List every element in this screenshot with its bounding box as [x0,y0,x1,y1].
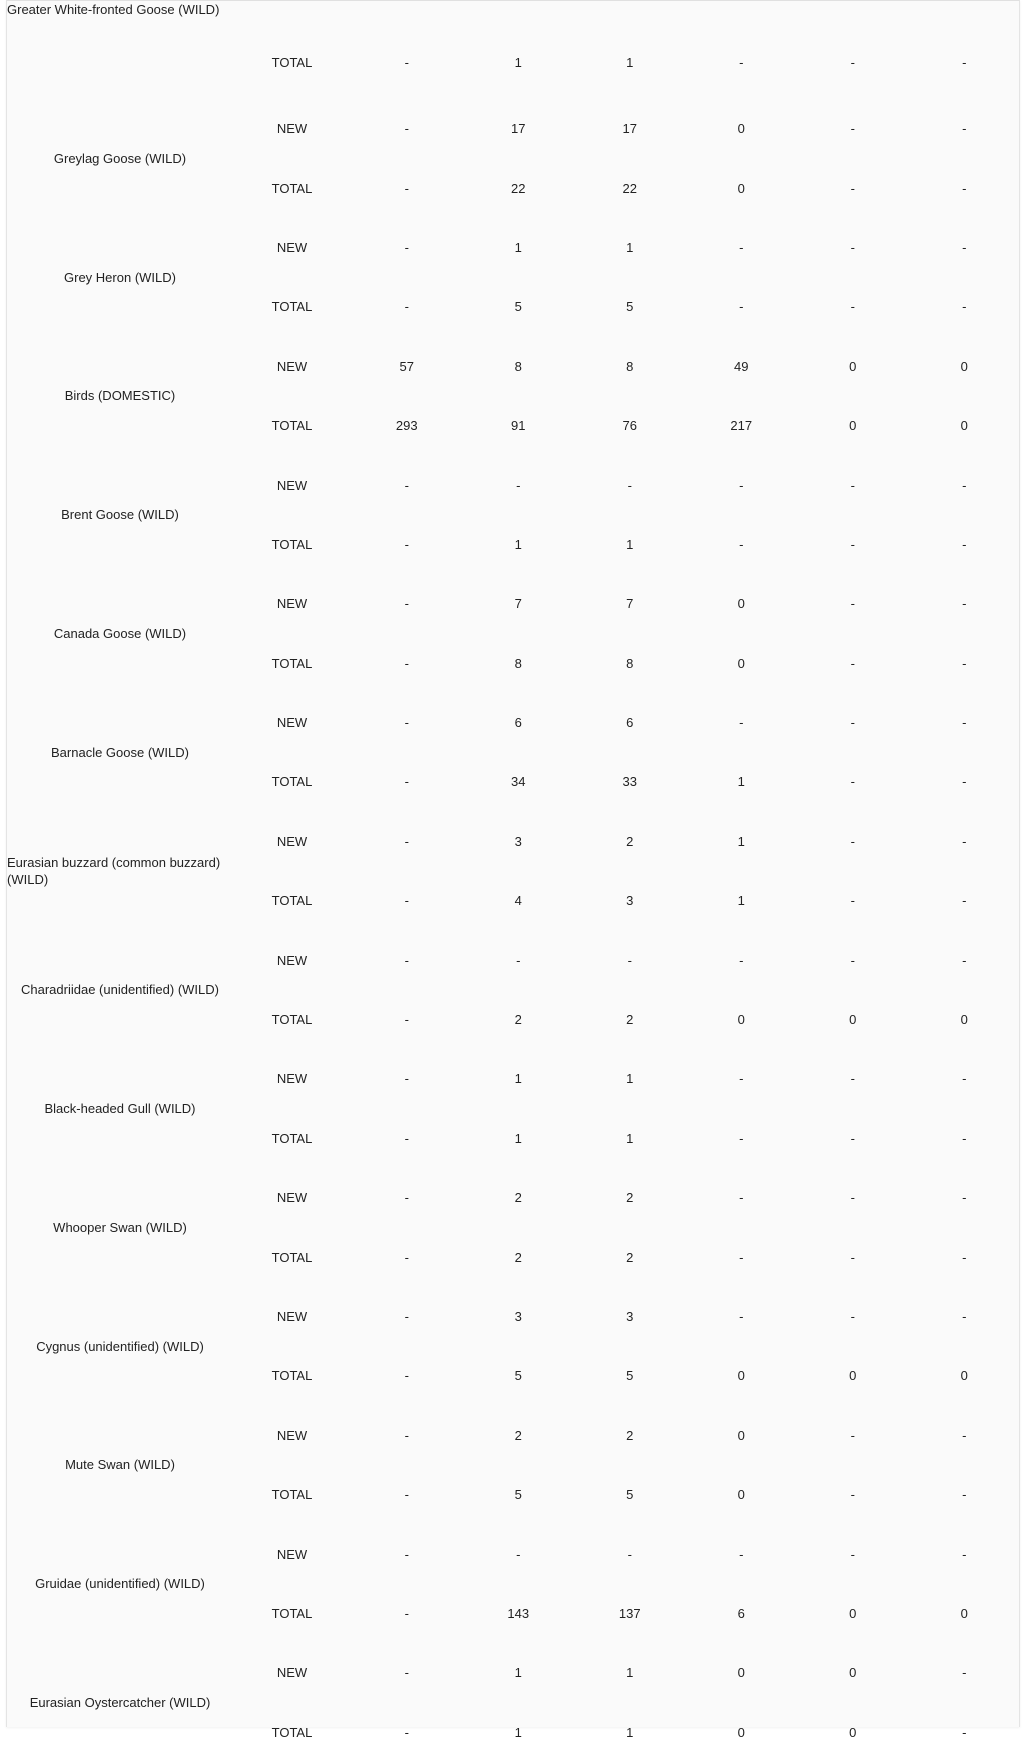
total-value-cell: - [850,54,855,70]
new-value-cell: - [962,1546,967,1562]
new-value-cell: - [627,1546,632,1562]
new-value-cell: - [962,1190,967,1206]
new-value-cell: 17 [622,121,637,137]
new-value-cell: - [404,1309,409,1324]
total-value-cell: - [850,299,855,315]
new-value-cell: 1 [626,239,634,255]
total-value-cell: 4 [514,893,522,909]
total-value-cell: 3 [626,893,634,909]
new-value-cell: - [404,1546,409,1562]
new-value-cell: 0 [737,1427,745,1443]
total-value-cell: 1 [514,1130,522,1146]
new-value-cell: 8 [626,358,634,374]
row-type-total: TOTAL [271,1487,313,1503]
new-value-cell: - [404,952,409,968]
row-type-total: TOTAL [271,180,313,196]
species-name: Eurasian buzzard (common buzzard) (WILD) [7,855,221,888]
total-value-cell: - [962,655,967,671]
species-name: Grey Heron (WILD) [64,269,176,285]
total-value-cell: 0 [960,1605,968,1621]
row-type-total: TOTAL [271,1130,313,1146]
total-value-cell: 5 [514,299,522,315]
total-value-cell: - [850,180,855,196]
total-value-cell: 0 [849,1724,857,1740]
total-value-cell: 1 [626,1130,634,1146]
row-type-total: TOTAL [271,418,313,434]
row-type-new: NEW [276,1309,308,1324]
total-value-cell: - [404,1249,409,1265]
total-value-cell: - [404,1368,409,1384]
total-value-cell: - [850,774,855,790]
new-value-cell: 3 [626,1309,634,1324]
new-value-cell: - [850,596,855,612]
table-row-new [7,99,1020,158]
new-value-cell: 1 [626,1665,634,1681]
row-type-new: NEW [276,1190,308,1206]
total-value-cell: 0 [849,1605,857,1621]
total-value-cell: 6 [737,1605,745,1621]
row-type-total: TOTAL [271,893,313,909]
row-type-total: TOTAL [271,1012,313,1028]
total-value-cell: 1 [626,1724,634,1740]
total-value-cell: - [739,1249,744,1265]
new-value-cell: - [404,239,409,255]
total-value-cell: 2 [514,1249,522,1265]
species-name: Gruidae (unidentified) (WILD) [35,1576,205,1592]
new-value-cell: 2 [626,1190,634,1206]
new-value-cell: - [516,477,521,493]
table-row-new [7,574,1020,633]
total-value-cell: - [850,1249,855,1265]
total-value-cell: 0 [960,1368,968,1384]
total-value-cell: 0 [849,1012,857,1028]
total-value-cell: - [850,536,855,552]
total-value-cell: - [962,1487,967,1503]
new-value-cell: 3 [514,1309,522,1324]
total-value-cell: 5 [626,1487,634,1503]
total-value-cell: - [962,536,967,552]
species-name: Charadriidae (unidentified) (WILD) [21,982,219,998]
total-value-cell: 0 [960,1012,968,1028]
row-type-total: TOTAL [271,1249,313,1265]
row-type-new: NEW [276,833,308,849]
total-value-cell: 76 [622,418,637,434]
total-value-cell: - [962,1249,967,1265]
row-type-new: NEW [276,1546,308,1562]
new-value-cell: - [850,239,855,255]
table-row-new [7,1049,1020,1108]
new-value-cell: 2 [514,1190,522,1206]
new-value-cell: - [962,833,967,849]
table-row-new [7,1643,1020,1702]
total-value-cell: - [850,1487,855,1503]
new-value-cell: - [962,952,967,968]
new-value-cell: 1 [514,1665,522,1681]
row-type-total: TOTAL [271,54,313,70]
new-value-cell: - [739,1190,744,1206]
row-type-new: NEW [276,477,308,493]
total-value-cell: - [404,536,409,552]
new-value-cell: - [404,121,409,137]
new-value-cell: - [404,477,409,493]
new-value-cell: - [850,833,855,849]
outbreak-species-table [7,0,1020,1762]
total-value-cell: 1 [514,536,522,552]
total-value-cell: 0 [737,655,745,671]
new-value-cell: - [850,952,855,968]
new-value-cell: - [962,477,967,493]
new-value-cell: 0 [737,596,745,612]
total-value-cell: - [404,1605,409,1621]
new-value-cell: - [850,715,855,731]
row-type-new: NEW [276,952,308,968]
new-value-cell: - [627,477,632,493]
total-value-cell: 293 [395,418,418,434]
new-value-cell: 6 [514,715,522,731]
new-value-cell: 2 [514,1427,522,1443]
total-value-cell: 8 [626,655,634,671]
table-row-new [7,1287,1020,1346]
new-value-cell: - [962,239,967,255]
total-value-cell: 33 [622,774,637,790]
new-value-cell: - [739,1071,744,1087]
new-value-cell: - [404,833,409,849]
new-value-cell: 7 [626,596,634,612]
table-row-new [7,337,1020,396]
new-value-cell: 7 [514,596,522,612]
total-value-cell: 22 [622,180,637,196]
new-value-cell: - [850,1546,855,1562]
new-value-cell: - [850,1190,855,1206]
total-value-cell: 217 [730,418,753,434]
new-value-cell: - [739,1309,744,1324]
new-value-cell: - [404,1071,409,1087]
row-type-new: NEW [276,1665,308,1681]
new-value-cell: - [850,1309,855,1324]
species-name: Mute Swan (WILD) [65,1457,175,1473]
new-value-cell: 3 [514,833,522,849]
total-value-cell: 1 [737,893,745,909]
new-value-cell: - [516,952,521,968]
new-value-cell: - [962,1309,967,1324]
table-row-new [7,812,1020,871]
new-value-cell: 2 [626,1427,634,1443]
row-type-total: TOTAL [271,299,313,315]
species-name: Greater White-fronted Goose (WILD) [7,2,220,17]
table-row-new [7,1406,1020,1465]
total-value-cell: - [962,1130,967,1146]
table-row-new [7,1524,1020,1583]
total-value-cell: 1 [737,774,745,790]
row-type-total: TOTAL [271,774,313,790]
species-name: Black-headed Gull (WILD) [44,1101,196,1117]
row-type-new: NEW [276,239,308,255]
new-value-cell: - [516,1546,521,1562]
species-name: Brent Goose (WILD) [61,507,179,523]
total-value-cell: 0 [737,1368,745,1384]
total-value-cell: 22 [511,180,526,196]
total-value-cell: 34 [511,774,526,790]
total-value-cell: 1 [626,54,634,70]
new-value-cell: 17 [511,121,526,137]
new-value-cell: 6 [626,715,634,731]
species-name: Cygnus (unidentified) (WILD) [36,1338,204,1354]
new-value-cell: - [962,596,967,612]
total-value-cell: - [404,299,409,315]
row-type-total: TOTAL [271,536,313,552]
total-value-cell: 2 [626,1249,634,1265]
row-type-total: TOTAL [271,1724,313,1740]
total-value-cell: - [850,1130,855,1146]
new-value-cell: - [850,1071,855,1087]
species-name: Birds (DOMESTIC) [64,388,176,404]
new-value-cell: 0 [737,121,745,137]
new-value-cell: 1 [514,239,522,255]
new-value-cell: 1 [626,1071,634,1087]
total-value-cell: - [962,180,967,196]
new-value-cell: 2 [626,833,634,849]
new-value-cell: - [962,121,967,137]
new-value-cell: - [404,596,409,612]
new-value-cell: 0 [960,358,968,374]
total-value-cell: - [739,54,744,70]
new-value-cell: - [739,239,744,255]
new-value-cell: - [739,1546,744,1562]
species-name: Whooper Swan (WILD) [53,1219,187,1235]
new-value-cell: - [404,715,409,731]
total-value-cell: - [962,299,967,315]
total-value-cell: - [404,1724,409,1740]
total-value-cell: 1 [626,536,634,552]
total-value-cell: 0 [960,418,968,434]
total-value-cell: 0 [849,418,857,434]
total-value-cell: 137 [618,1605,641,1621]
table-row-new [7,930,1020,989]
row-type-new: NEW [276,596,308,612]
total-value-cell: 5 [626,1368,634,1384]
total-value-cell: 0 [737,1012,745,1028]
total-value-cell: 1 [514,1724,522,1740]
total-value-cell: 143 [507,1605,530,1621]
row-type-new: NEW [276,1427,308,1443]
total-value-cell: 91 [511,418,526,434]
new-value-cell: - [404,1665,409,1681]
total-value-cell: - [962,1724,967,1740]
total-value-cell: 0 [737,1724,745,1740]
new-value-cell: 0 [737,1665,745,1681]
new-value-cell: 1 [737,833,745,849]
total-value-cell: - [850,893,855,909]
table-row-new [7,218,1020,277]
new-value-cell: - [404,1427,409,1443]
new-value-cell: - [962,1665,967,1681]
new-value-cell: - [404,1190,409,1206]
total-value-cell: - [404,774,409,790]
species-name: Barnacle Goose (WILD) [51,744,189,760]
new-value-cell: - [850,477,855,493]
total-value-cell: - [962,774,967,790]
total-value-cell: - [850,655,855,671]
new-value-cell: 57 [399,358,414,374]
new-value-cell: - [962,715,967,731]
total-value-cell: - [404,54,409,70]
table-row-new [7,1168,1020,1227]
total-value-cell: 5 [514,1487,522,1503]
total-value-cell: 0 [737,1487,745,1503]
new-value-cell: - [962,1427,967,1443]
new-value-cell: 0 [849,1665,857,1681]
row-type-new: NEW [276,1071,308,1087]
row-type-new: NEW [276,715,308,731]
new-value-cell: 49 [734,358,749,374]
total-value-cell: 5 [514,1368,522,1384]
total-value-cell: - [739,536,744,552]
total-value-cell: - [404,1487,409,1503]
total-value-cell: - [739,299,744,315]
row-type-new: NEW [276,121,308,137]
species-name: Eurasian Oystercatcher (WILD) [29,1695,211,1711]
row-type-new: NEW [276,358,308,374]
total-value-cell: - [404,180,409,196]
new-value-cell: - [627,952,632,968]
row-type-total: TOTAL [271,1605,313,1621]
row-type-total: TOTAL [271,1368,313,1384]
total-value-cell: - [962,893,967,909]
table-row-new [7,455,1020,514]
new-value-cell: - [739,477,744,493]
total-value-cell: - [404,1012,409,1028]
new-value-cell: - [962,1071,967,1087]
species-name: Canada Goose (WILD) [53,626,187,642]
table-row-new [7,693,1020,752]
table-row-new [7,0,1020,7]
total-value-cell: 5 [626,299,634,315]
total-value-cell: 2 [514,1012,522,1028]
total-value-cell: - [404,1130,409,1146]
new-value-cell: - [739,715,744,731]
new-value-cell: 1 [514,1071,522,1087]
total-value-cell: - [962,54,967,70]
new-value-cell: - [739,952,744,968]
new-value-cell: 0 [849,358,857,374]
new-value-cell: - [850,121,855,137]
new-value-cell: - [850,1427,855,1443]
total-value-cell: 0 [737,180,745,196]
row-type-total: TOTAL [271,655,313,671]
total-value-cell: 2 [626,1012,634,1028]
total-value-cell: 1 [514,54,522,70]
total-value-cell: - [404,893,409,909]
total-value-cell: 0 [849,1368,857,1384]
outbreak-table-panel [6,0,1020,1740]
species-name: Greylag Goose (WILD) [53,150,187,166]
total-value-cell: - [404,655,409,671]
total-value-cell: 8 [514,655,522,671]
total-value-cell: - [739,1130,744,1146]
table-body [7,0,1020,1762]
new-value-cell: 8 [514,358,522,374]
